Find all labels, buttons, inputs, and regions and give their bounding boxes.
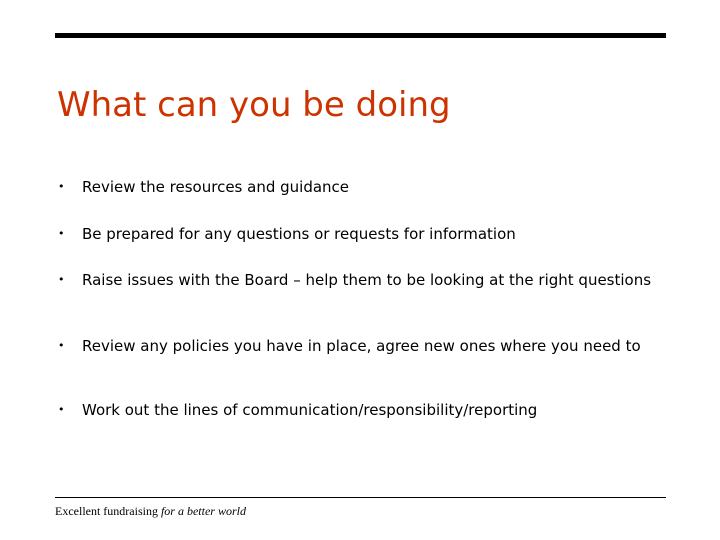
bullet-point-icon: • <box>58 180 65 193</box>
footer-divider <box>55 497 666 498</box>
footer-tagline <box>55 504 246 518</box>
bullet-text: Be prepared for any questions or requests for information <box>82 225 516 243</box>
top-divider <box>55 33 666 38</box>
bullet-point-icon: • <box>58 339 65 352</box>
bullet-text: Review any policies you have in place, agree new ones where you need to <box>82 337 641 355</box>
footer-italic-text: for a better world <box>160 504 246 518</box>
footer-regular-text: Excellent fundraising <box>55 504 161 518</box>
slide-title: What can you be doing <box>57 85 451 125</box>
bullet-point-icon: • <box>58 273 65 286</box>
bullet-text: Work out the lines of communication/responsibility/reporting <box>82 401 538 419</box>
bullet-text: Review the resources and guidance <box>82 178 350 196</box>
bullet-text: Raise issues with the Board – help them to be looking at the right questions <box>82 271 652 289</box>
bullet-point-icon: • <box>58 227 65 240</box>
bullet-point-icon: • <box>58 403 65 416</box>
